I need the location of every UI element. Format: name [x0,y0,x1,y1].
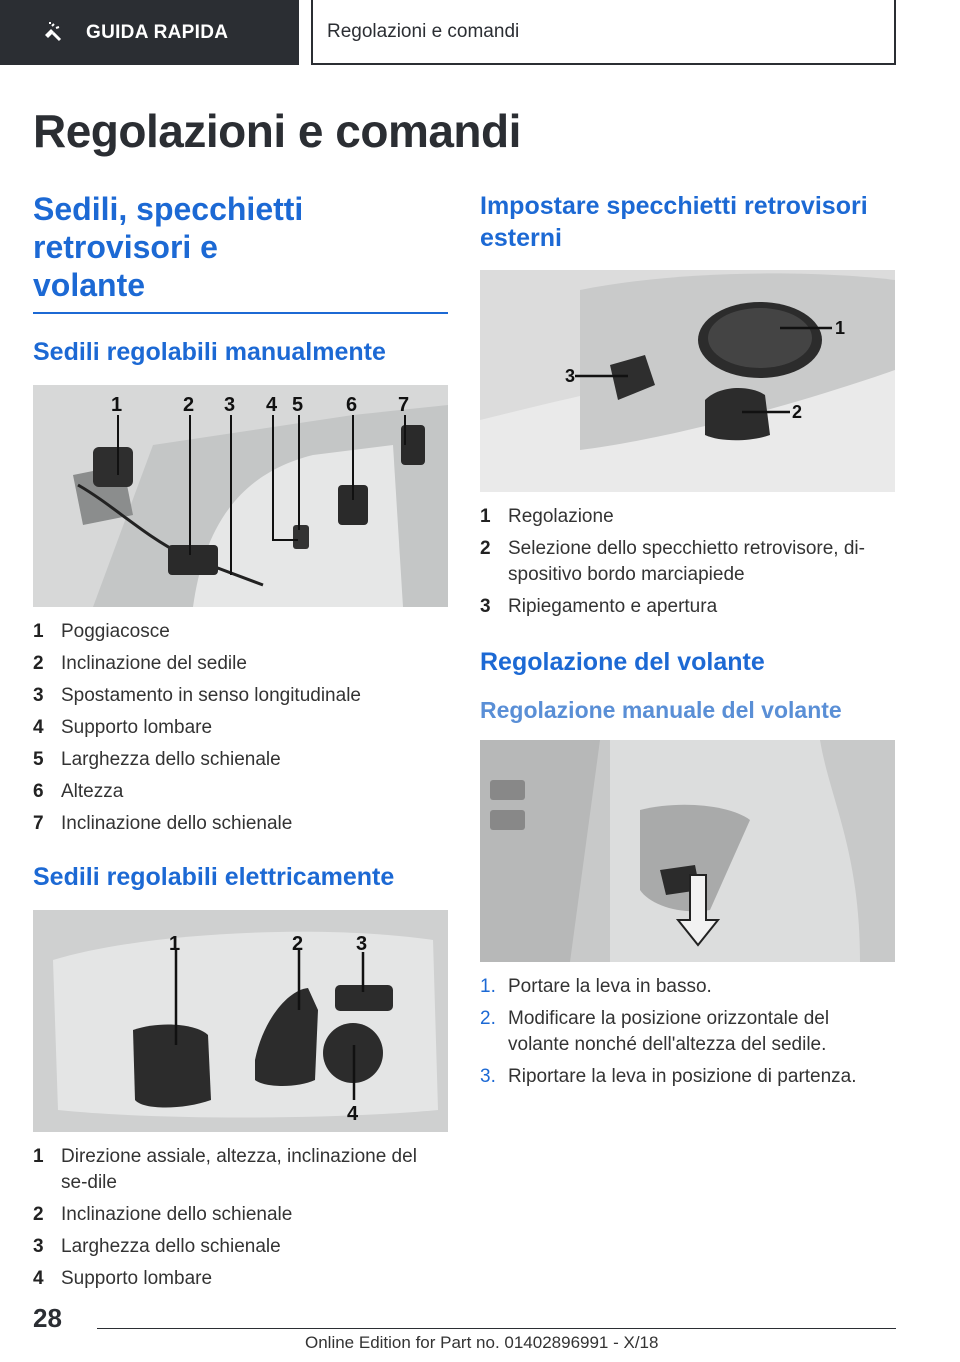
callout-3: 3 [224,394,236,416]
callout-2: 2 [792,402,803,422]
electric-seats-title: Sedili regolabili elettricamente [33,863,395,891]
manual-seats-legend [33,619,448,837]
callout-1: 1 [835,318,846,338]
list-item: 1 Direzione assiale, altezza, inclinazione del se-dile [33,1146,417,1193]
section-rule [33,312,448,314]
callout-2: 2 [183,394,195,416]
list-item: 3 Spostamento in senso longitudinale [33,685,361,706]
steering-steps [480,974,895,1090]
car-spark-icon [42,22,64,44]
left-column [33,190,448,1298]
callout-3: 3 [356,933,368,955]
list-item: 2. Modificare la posizione orizzontale del volante nonché dell'altezza del sedile. [480,1008,830,1055]
electric-seats-legend [33,1144,448,1292]
list-item: 2 Selezione dello specchietto retrovisore, di-spositivo bordo marciapiede [480,538,865,585]
list-item: 5 Larghezza dello schienale [33,749,281,770]
manual-seats-title: Sedili regolabili manualmente [33,338,386,366]
list-item: 2 Inclinazione dello schienale [33,1204,293,1225]
page-number: 28 [33,1303,62,1333]
callout-3: 3 [565,366,576,386]
electric-seat-figure [33,910,448,1132]
list-item: 1. Portare la leva in basso. [480,976,712,997]
list-item: 4 Supporto lombare [33,1268,213,1289]
mirror-figure [480,270,895,492]
list-item: 3 Larghezza dello schienale [33,1236,281,1257]
callout-1: 1 [169,933,181,955]
callout-5: 5 [292,394,304,416]
callout-7: 7 [398,394,410,416]
steering-title: Regolazione del volante [480,648,765,676]
section-title: Sedili, specchietti retrovisori e volante [33,191,304,303]
list-item: 3 Ripiegamento e apertura [480,596,718,617]
list-item: 7 Inclinazione dello schienale [33,813,293,834]
steering-subtitle: Regolazione manuale del volante [480,697,842,723]
list-item: 2 Inclinazione del sedile [33,653,247,674]
footer-divider [97,1328,896,1329]
callout-4: 4 [347,1103,359,1125]
steering-figure [480,740,895,962]
callout-6: 6 [346,394,358,416]
list-item: 4 Supporto lombare [33,717,213,738]
quick-guide-tab[interactable] [0,0,299,65]
mirrors-title: Impostare specchietti retrovisori esterni [480,192,868,252]
callout-2: 2 [292,933,304,955]
list-item: 6 Altezza [33,781,124,802]
list-item: 1 Regolazione [480,506,614,527]
callout-4: 4 [266,394,278,416]
section-tab[interactable] [311,0,896,65]
page-title: Regolazioni e comandi [33,105,521,157]
list-item: 3. Riportare la leva in posizione di partenza. [480,1066,857,1087]
right-column [480,190,895,1096]
list-item: 1 Poggiacosce [33,621,170,642]
callout-1: 1 [111,394,123,416]
manual-seat-figure [33,385,448,607]
section-tab-label: Regolazioni e comandi [327,20,520,42]
footer-edition: Online Edition for Part no. 01402896991 - X/18 [305,1333,659,1352]
quick-guide-label: GUIDA RAPIDA [86,21,229,43]
mirrors-legend [480,504,895,620]
